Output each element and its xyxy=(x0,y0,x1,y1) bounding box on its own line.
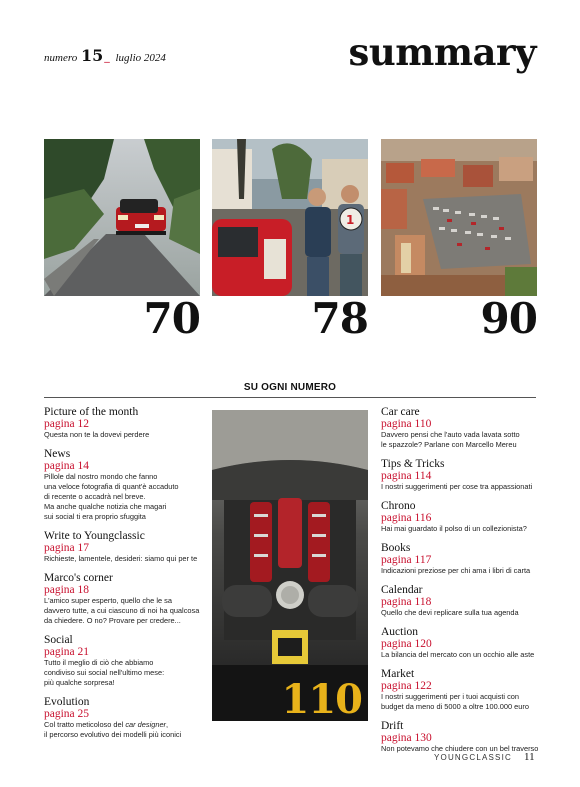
entry-title: Books xyxy=(381,542,411,554)
entry-title: Marco's corner xyxy=(44,572,113,584)
toc-entry[interactable] xyxy=(44,530,206,564)
toc-entry[interactable] xyxy=(381,406,541,450)
engine-bay-image xyxy=(212,410,368,721)
feature-photo-70[interactable] xyxy=(44,139,200,296)
entry-description: L'amico super esperto, quello che le sa davvero tutte, a cui ciascuno di noi ha qualcosa da chiedere. O no? Provare per credere... xyxy=(44,596,200,625)
entry-description: Questa non te la dovevi perdere xyxy=(44,430,150,439)
entry-title: Car care xyxy=(381,406,420,418)
entry-title: Social xyxy=(44,634,73,646)
red-car-road-image xyxy=(44,139,200,296)
entry-page: pagina 130 xyxy=(381,732,432,744)
rally-crew-image xyxy=(212,139,368,296)
entry-page: pagina 18 xyxy=(44,584,90,596)
entry-page: pagina 122 xyxy=(381,680,432,692)
entry-description: I nostri suggerimenti per i tuoi acquisti con budget da meno di 5000 a oltre 100.000 euro xyxy=(381,692,529,711)
right-column xyxy=(381,406,541,762)
left-column xyxy=(44,406,206,748)
toc-entry[interactable] xyxy=(44,448,206,522)
entry-page: pagina 120 xyxy=(381,638,432,650)
entry-description: Non potevamo che chiudere con un bel traverso xyxy=(381,744,539,753)
entry-title: Write to Youngclassic xyxy=(44,530,145,542)
issue-line xyxy=(44,46,166,65)
feature-photo-110[interactable] xyxy=(212,410,368,721)
feature-page-number: 90 xyxy=(480,294,537,343)
entry-page: pagina 114 xyxy=(381,470,432,482)
entry-title: Picture of the month xyxy=(44,406,139,418)
toc-entry[interactable] xyxy=(381,626,541,660)
entry-description: Pillole dal nostro mondo che fanno una veloce fotografia di quant'è accaduto di recente o accadrà nel breve. Ma anche qualche notizia che magari sui social ti era proprio sfuggita xyxy=(44,472,179,521)
entry-description: Col tratto meticoloso del car designer, il percorso evolutivo dei modelli più iconici xyxy=(44,720,182,739)
issue-label: numero xyxy=(44,52,78,64)
entry-title: Chrono xyxy=(381,500,416,512)
entry-description: La bilancia del mercato con un occhio alle aste xyxy=(381,650,535,659)
entry-page: pagina 21 xyxy=(44,646,90,658)
section-heading: SU OGNI NUMERO xyxy=(243,382,337,393)
toc-entry[interactable] xyxy=(44,696,206,740)
entry-title: Tips & Tricks xyxy=(381,458,445,470)
entry-page: pagina 117 xyxy=(381,554,432,566)
feature-page-number: 70 xyxy=(143,294,200,343)
entry-title: Market xyxy=(381,668,415,680)
footer-page-number: 11 xyxy=(524,751,535,763)
feature-page-number: 78 xyxy=(311,294,368,343)
feature-page-number: 110 xyxy=(281,676,362,721)
entry-title: Evolution xyxy=(44,696,90,708)
feature-photo-90[interactable] xyxy=(381,139,537,296)
toc-entry[interactable] xyxy=(44,572,206,626)
toc-entry[interactable] xyxy=(381,458,541,492)
entry-page: pagina 17 xyxy=(44,542,90,554)
issue-date: luglio 2024 xyxy=(115,52,166,64)
entry-title: Auction xyxy=(381,626,419,638)
toc-entry[interactable] xyxy=(381,668,541,712)
page-title: summary xyxy=(348,30,536,74)
aerial-town-image xyxy=(381,139,537,296)
entry-page: pagina 14 xyxy=(44,460,90,472)
entry-page: pagina 25 xyxy=(44,708,90,720)
toc-entry[interactable] xyxy=(381,500,541,534)
toc-entry[interactable] xyxy=(44,406,206,440)
toc-entry[interactable] xyxy=(381,720,541,754)
entry-description: Hai mai guardato il polso di un collezionista? xyxy=(381,524,527,533)
toc-entry[interactable] xyxy=(44,634,206,688)
toc-entry[interactable] xyxy=(381,542,541,576)
feature-photo-78[interactable] xyxy=(212,139,368,296)
section-divider xyxy=(44,397,536,398)
entry-description: Richieste, lamentele, desideri: siamo qui per te xyxy=(44,554,198,563)
issue-separator: _ xyxy=(104,52,110,64)
entry-page: pagina 116 xyxy=(381,512,432,524)
entry-page: pagina 110 xyxy=(381,418,432,430)
entry-description: Davvero pensi che l'auto vada lavata sotto le spazzole? Parlane con Marcello Mereu xyxy=(381,430,520,449)
entry-description: Indicazioni preziose per chi ama i libri di carta xyxy=(381,566,531,575)
entry-description: Quello che devi replicare sulla tua agenda xyxy=(381,608,519,617)
entry-description: Tutto il meglio di ciò che abbiamo condiviso sui social nell'ultimo mese: più qualche sorpresa! xyxy=(44,658,165,687)
entry-page: pagina 118 xyxy=(381,596,432,608)
footer-brand: YOUNGCLASSIC xyxy=(434,753,512,762)
entry-page: pagina 12 xyxy=(44,418,90,430)
toc-entry[interactable] xyxy=(381,584,541,618)
entry-title: Drift xyxy=(381,720,404,732)
issue-number: 15 xyxy=(80,46,104,65)
entry-title: News xyxy=(44,448,71,460)
entry-title: Calendar xyxy=(381,584,423,596)
entry-description: I nostri suggerimenti per cose tra appassionati xyxy=(381,482,533,491)
svg-text:1: 1 xyxy=(346,213,355,227)
